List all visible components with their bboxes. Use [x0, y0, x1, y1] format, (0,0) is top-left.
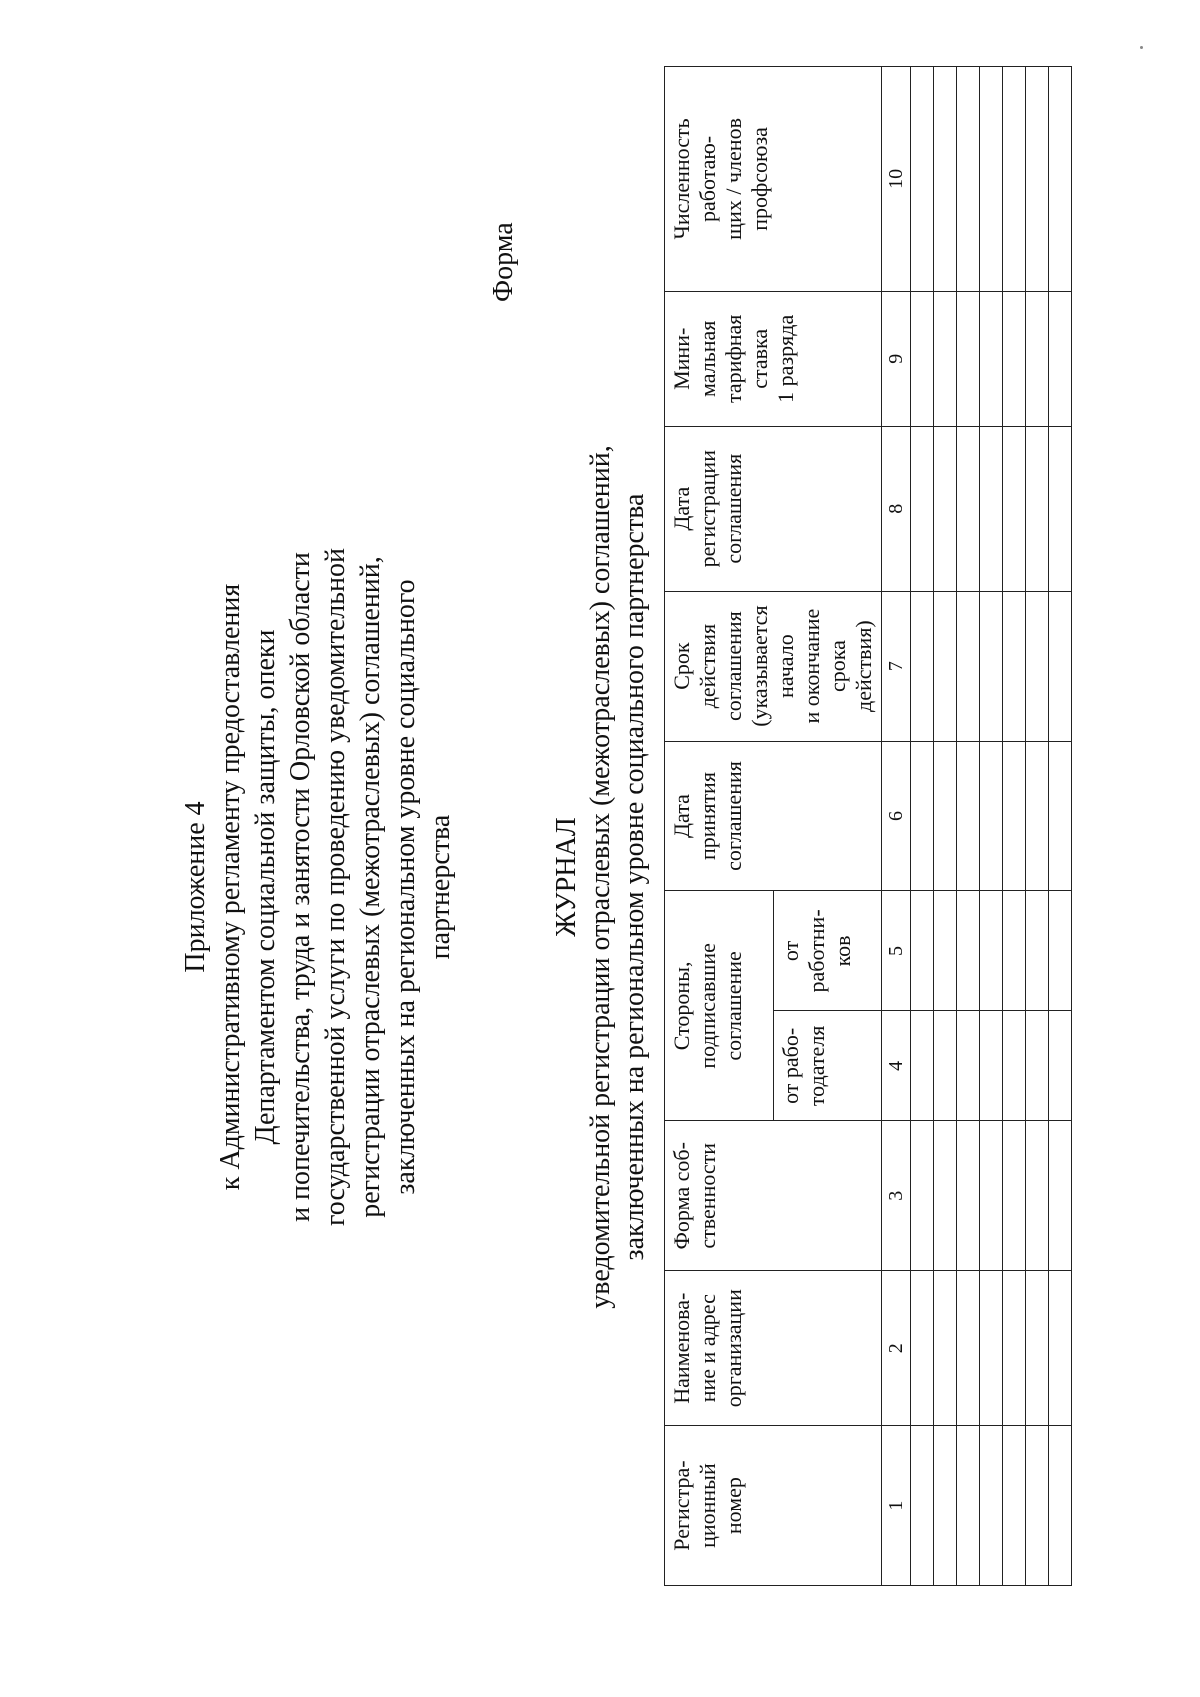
table-cell: [1049, 891, 1072, 1011]
journal-heading: [550, 247, 652, 1507]
table-cell: [911, 1121, 934, 1271]
table-cell: [1026, 426, 1049, 591]
table-cell: [957, 67, 980, 292]
header-row: [665, 67, 774, 1586]
table-row: [1049, 67, 1072, 1586]
table-cell: [1026, 1121, 1049, 1271]
table-cell: [957, 426, 980, 591]
table-body: [911, 67, 1072, 1586]
table-cell: [1003, 67, 1026, 292]
table-cell: [957, 741, 980, 891]
header-min-rate: Мини- мальная тарифная ставка 1 разряда: [665, 291, 882, 426]
table-cell: [980, 1426, 1003, 1586]
journal-table: [664, 66, 1072, 1586]
table-cell: [1003, 291, 1026, 426]
table-cell: [934, 741, 957, 891]
table-cell: [1049, 1011, 1072, 1121]
table-cell: [934, 591, 957, 741]
appendix-header: [178, 377, 458, 1397]
table-cell: [1026, 891, 1049, 1011]
column-number: 1: [882, 1426, 911, 1586]
table-cell: [1049, 1271, 1072, 1426]
table-cell: [1003, 1271, 1026, 1426]
appendix-line: партнерства: [425, 814, 456, 960]
table-cell: [911, 291, 934, 426]
table-cell: [1003, 591, 1026, 741]
appendix-line: Департаментом социальной защиты, опеки: [250, 629, 281, 1145]
journal-subtitle-line2: заключенных на региональном уровне социального партнерства: [619, 493, 650, 1261]
table-row: [934, 67, 957, 1586]
table-cell: [911, 426, 934, 591]
column-number: 7: [882, 591, 911, 741]
table-cell: [934, 291, 957, 426]
table-cell: [911, 67, 934, 292]
table-cell: [980, 591, 1003, 741]
table-cell: [1003, 891, 1026, 1011]
header-adoption-date: Дата принятия соглашения: [665, 741, 882, 891]
table-cell: [980, 741, 1003, 891]
table-cell: [1026, 741, 1049, 891]
table-cell: [957, 1271, 980, 1426]
column-number: 10: [882, 67, 911, 292]
table-cell: [1026, 291, 1049, 426]
header-reg-number: Регистра- ционный номер: [665, 1426, 882, 1586]
table-cell: [1049, 67, 1072, 292]
table-row: [1003, 67, 1026, 1586]
table-cell: [957, 1121, 980, 1271]
table-cell: [1026, 1011, 1049, 1121]
header-ownership: Форма соб- ственности: [665, 1121, 882, 1271]
table-cell: [1049, 426, 1072, 591]
table-cell: [1049, 291, 1072, 426]
appendix-line: к Административному регламенту предоставления: [215, 583, 246, 1191]
column-number: 5: [882, 891, 911, 1011]
scan-artifact: [1140, 46, 1143, 49]
column-number: 2: [882, 1271, 911, 1426]
column-number: 6: [882, 741, 911, 891]
appendix-line: регистрации отраслевых (межотраслевых) соглашений,: [355, 556, 386, 1218]
table-cell: [911, 1271, 934, 1426]
table-cell: [957, 891, 980, 1011]
column-number-row: [882, 67, 911, 1586]
header-registration-date: Дата регистрации соглашения: [665, 426, 882, 591]
column-number: 9: [882, 291, 911, 426]
table-row: [957, 67, 980, 1586]
table-cell: [1049, 1121, 1072, 1271]
appendix-line: государственной услуги по проведению уведомительной: [320, 548, 351, 1226]
header-from-workers: от работни- ков: [773, 891, 882, 1011]
table-cell: [911, 591, 934, 741]
table-cell: [1003, 741, 1026, 891]
table-cell: [1003, 1426, 1026, 1586]
table-cell: [957, 591, 980, 741]
table-cell: [911, 1426, 934, 1586]
journal-title: ЖУРНАЛ: [551, 817, 582, 937]
table-cell: [934, 1426, 957, 1586]
table-cell: [934, 1121, 957, 1271]
table-cell: [934, 1011, 957, 1121]
form-label: Форма: [488, 222, 519, 302]
table-cell: [957, 1011, 980, 1121]
table-cell: [980, 67, 1003, 292]
header-from-employer: от рабо- тодателя: [773, 1011, 882, 1121]
table-cell: [911, 1011, 934, 1121]
appendix-title: Приложение 4: [180, 801, 211, 973]
table-cell: [911, 741, 934, 891]
table-cell: [1049, 1426, 1072, 1586]
table-cell: [980, 291, 1003, 426]
table-cell: [934, 426, 957, 591]
table-cell: [1026, 1271, 1049, 1426]
table-cell: [1026, 1426, 1049, 1586]
header-validity: Срок действия соглашения (указывается начало и окончание срока действия): [665, 591, 882, 741]
table-cell: [1003, 1011, 1026, 1121]
column-number: 4: [882, 1011, 911, 1121]
table-cell: [1003, 1121, 1026, 1271]
table-cell: [957, 291, 980, 426]
table-cell: [957, 1426, 980, 1586]
table-cell: [1026, 67, 1049, 292]
table-cell: [934, 67, 957, 292]
appendix-line: и попечительства, труда и занятости Орловской области: [285, 552, 316, 1222]
table-cell: [1003, 426, 1026, 591]
table-row: [980, 67, 1003, 1586]
appendix-line: заключенных на региональном уровне социального: [390, 579, 421, 1195]
table-cell: [980, 1271, 1003, 1426]
table-cell: [980, 426, 1003, 591]
table-cell: [934, 891, 957, 1011]
table-row: [911, 67, 934, 1586]
table-cell: [1026, 591, 1049, 741]
header-headcount: Численность работаю- щих / членов профсоюза: [665, 67, 882, 292]
table-cell: [911, 891, 934, 1011]
table-row: [1026, 67, 1049, 1586]
journal-subtitle-line1: уведомительной регистрации отраслевых (межотраслевых) соглашений,: [585, 445, 616, 1309]
column-number: 8: [882, 426, 911, 591]
column-number: 3: [882, 1121, 911, 1271]
table-cell: [980, 1121, 1003, 1271]
table-cell: [980, 1011, 1003, 1121]
table-cell: [934, 1271, 957, 1426]
table-cell: [980, 891, 1003, 1011]
table-cell: [1049, 741, 1072, 891]
header-org-name: Наименова- ние и адрес организации: [665, 1271, 882, 1426]
header-parties: Стороны, подписавшие соглашение: [665, 891, 774, 1121]
table-cell: [1049, 591, 1072, 741]
